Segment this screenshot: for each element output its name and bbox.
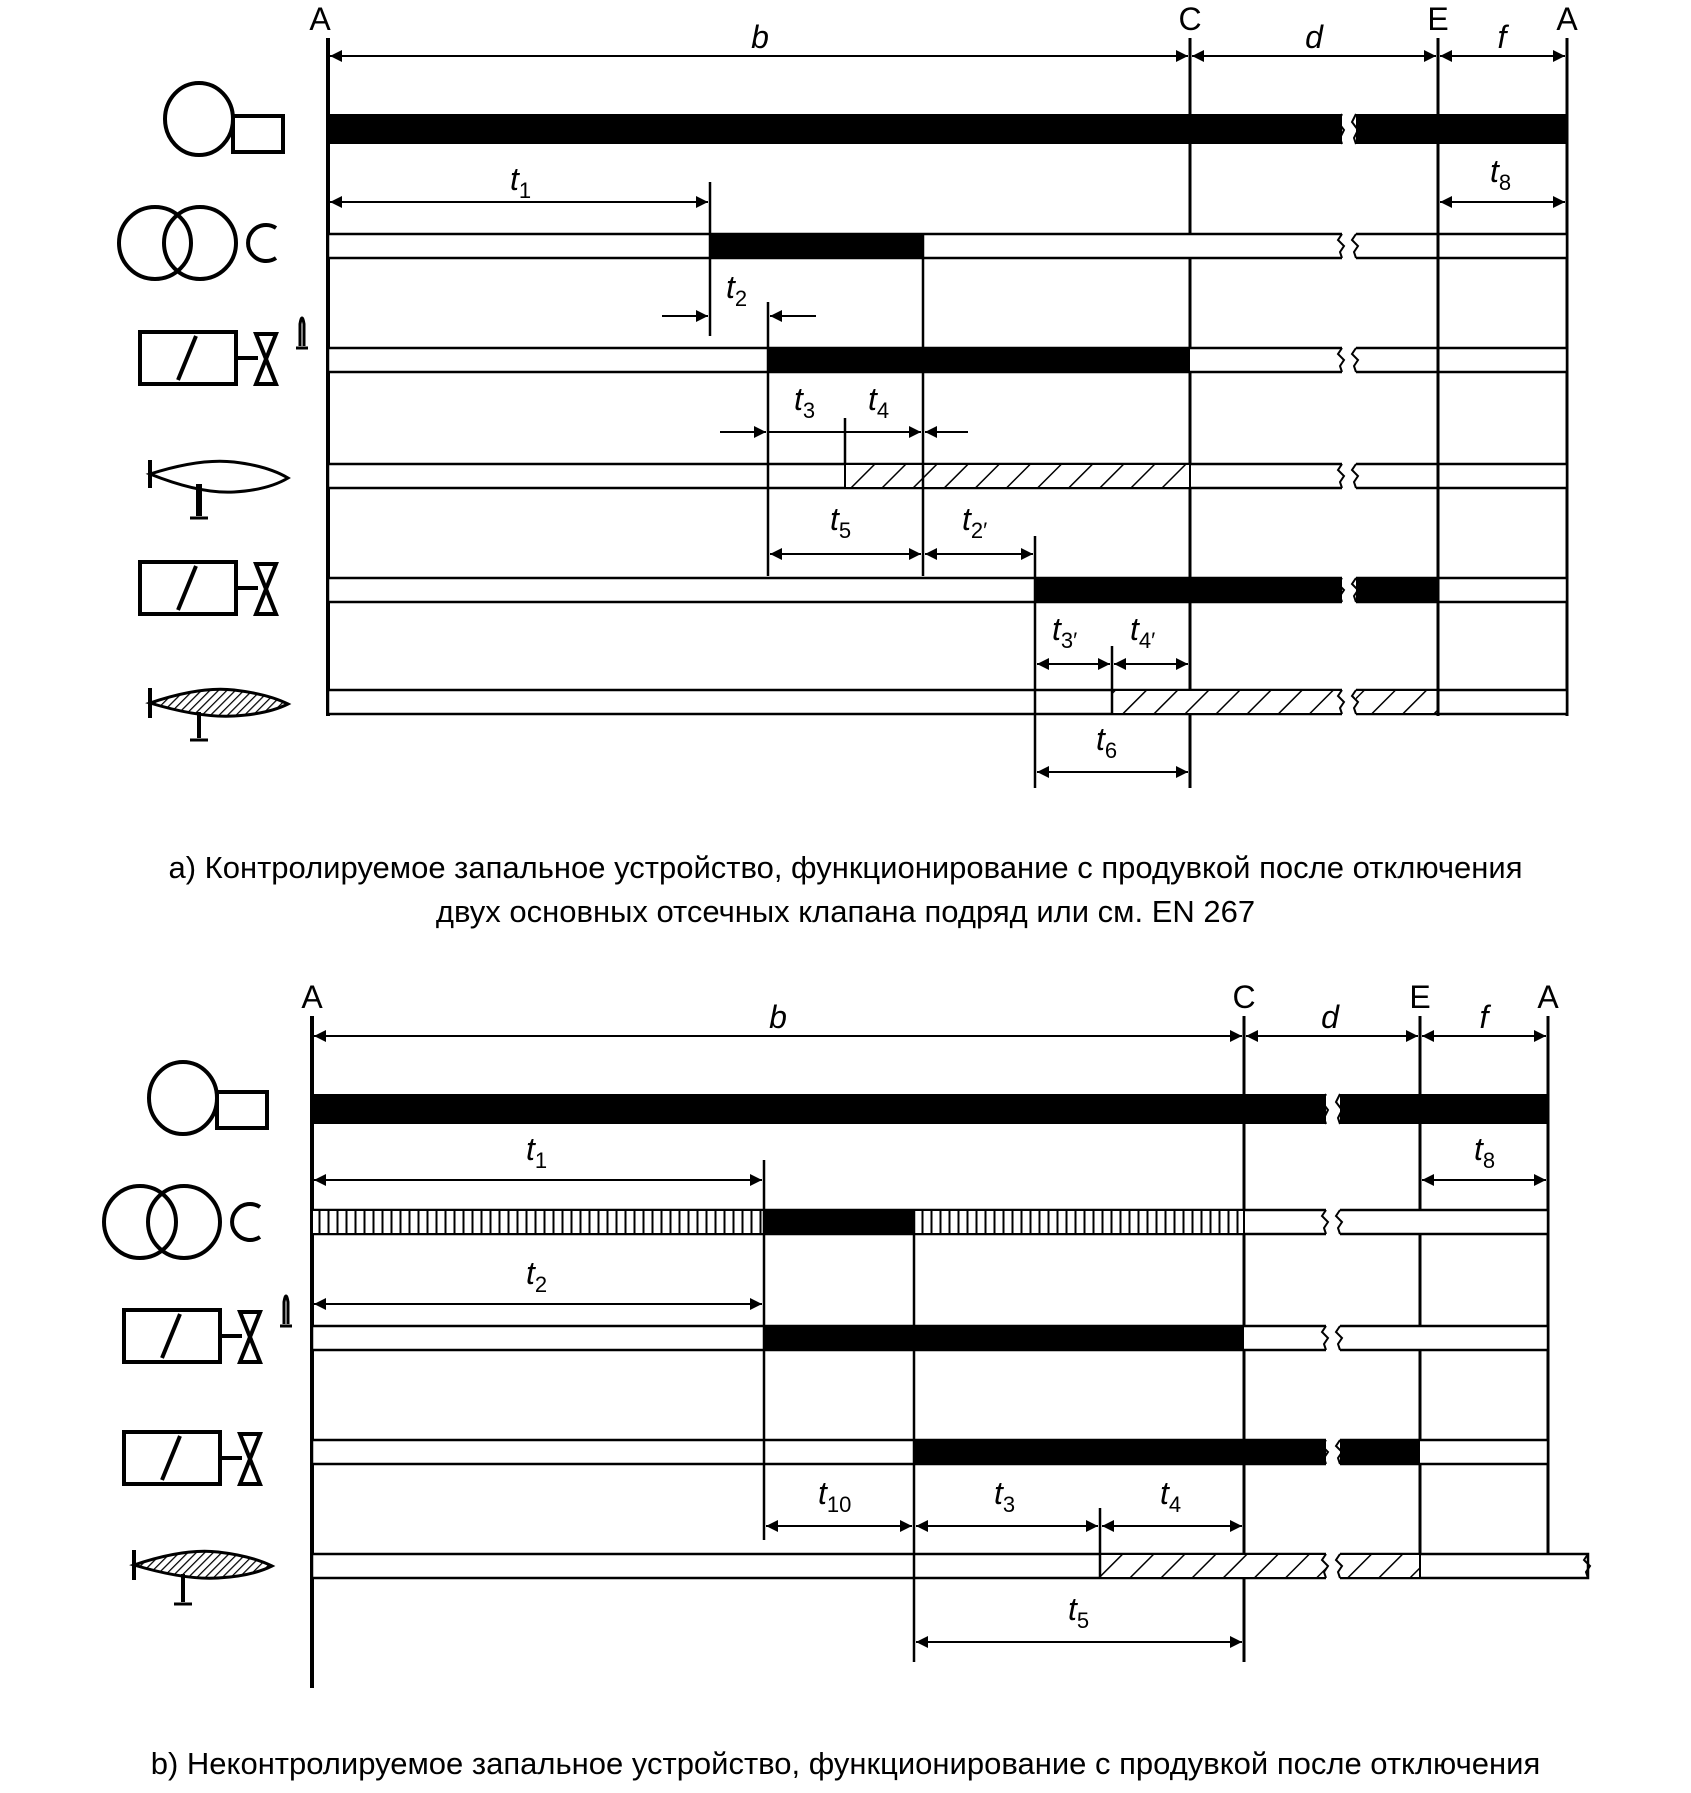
segment-label-a-d: d xyxy=(1305,19,1323,55)
pilot-valve-icon xyxy=(124,1296,292,1362)
time-label-a-t6: $t_6$ xyxy=(1096,721,1118,763)
point-label-b-e: E xyxy=(1409,979,1431,1015)
time-label-b-t10: $t_{10}$ xyxy=(818,1475,852,1517)
bar-a-pilot-valve-active xyxy=(768,348,1190,372)
main-flame-icon xyxy=(150,688,288,740)
bar-a-fan xyxy=(328,114,1567,144)
time-label-a-t4: $t_4$ xyxy=(868,381,890,423)
bar-b-ignition-active xyxy=(764,1210,914,1234)
time-label-b-t5: $t_5$ xyxy=(1068,1591,1090,1633)
time-label-a-t2: $t_2$ xyxy=(726,269,748,311)
point-label-a-start: A xyxy=(309,1,331,37)
time-label-a-t3: $t_3$ xyxy=(794,381,816,423)
caption-a: a) Контролируемое запальное устройство, функционирование с продувкой после отключения двух основных отсечных клапана подряд или см. EN 267 xyxy=(168,850,1523,929)
bar-b-ignition-ticks-left xyxy=(312,1210,764,1234)
fan-motor-icon xyxy=(165,83,283,155)
bar-a-main-flame-hatch xyxy=(1112,690,1438,714)
point-label-b-c: C xyxy=(1232,979,1256,1015)
pilot-valve-icon xyxy=(140,318,308,384)
time-label-b-t4: $t_4$ xyxy=(1160,1475,1182,1517)
bar-b-main-flame-hatch xyxy=(1100,1554,1420,1578)
time-label-a-t8: $t_8$ xyxy=(1490,153,1512,195)
segment-label-b-d: d xyxy=(1321,999,1339,1035)
bar-a-pilot-flame-hatch xyxy=(845,464,1190,488)
main-valve-icon xyxy=(140,562,276,614)
point-label-a-e: E xyxy=(1427,1,1449,37)
time-label-a-t2p: $t_{2'}$ xyxy=(962,501,988,543)
bar-a-ignition-outline xyxy=(328,234,1567,258)
main-valve-icon xyxy=(124,1432,260,1484)
fan-motor-icon xyxy=(149,1062,267,1134)
bar-a-main-valve-active xyxy=(1035,578,1438,602)
ignition-transformer-icon xyxy=(119,207,276,279)
bar-b-ignition-ticks-right xyxy=(914,1210,1244,1234)
segment-label-b-f: f xyxy=(1479,999,1489,1035)
point-label-a-end: A xyxy=(1556,1,1578,37)
bar-a-ignition-active xyxy=(710,234,923,258)
diagram-b xyxy=(104,979,1590,1688)
bar-b-main-valve-active xyxy=(914,1440,1420,1464)
diagram-a xyxy=(119,1,1578,788)
bar-b-fan xyxy=(312,1094,1548,1124)
time-label-b-t8: $t_8$ xyxy=(1474,1131,1496,1173)
time-label-b-t1: $t_1$ xyxy=(526,1131,548,1173)
time-label-a-t5: $t_5$ xyxy=(830,501,852,543)
time-label-a-t3p: $t_{3'}$ xyxy=(1052,611,1078,653)
segment-label-b-b: b xyxy=(769,999,787,1035)
main-flame-icon xyxy=(134,1550,272,1604)
break-gap-a xyxy=(1338,100,1358,725)
segment-label-a-f: f xyxy=(1497,19,1507,55)
bar-b-pilot-valve-active xyxy=(764,1326,1244,1350)
caption-b: b) Неконтролируемое запальное устройство, функционирование с продувкой после отключения xyxy=(150,1746,1541,1781)
time-label-a-t1: $t_1$ xyxy=(510,161,532,203)
time-label-b-t3: $t_3$ xyxy=(994,1475,1016,1517)
time-label-a-t4p: $t_{4'}$ xyxy=(1130,611,1156,653)
point-label-b-end: A xyxy=(1537,979,1559,1015)
ignition-transformer-icon xyxy=(104,1186,260,1258)
time-label-b-t2: $t_2$ xyxy=(526,1255,548,1297)
point-label-a-c: C xyxy=(1178,1,1202,37)
point-label-b-start: A xyxy=(301,979,323,1015)
pilot-flame-icon xyxy=(150,460,288,518)
segment-label-a-b: b xyxy=(751,19,769,55)
